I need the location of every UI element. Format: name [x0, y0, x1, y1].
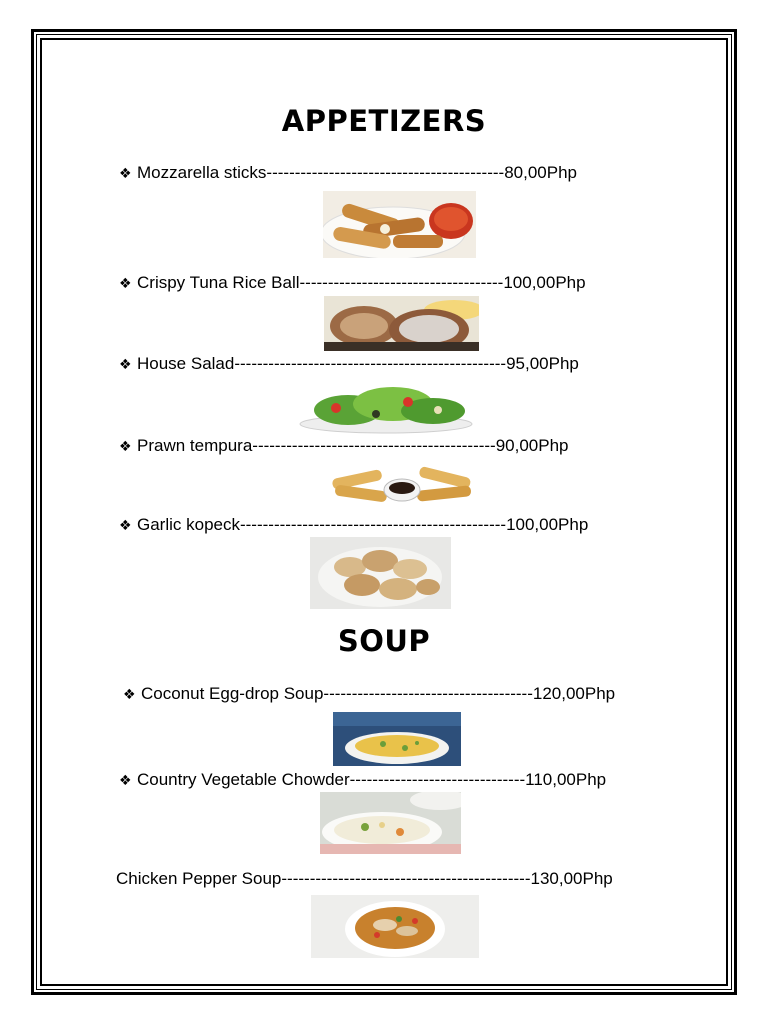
- price-leader: -------------------------------: [349, 770, 526, 789]
- item-price: 95,00Php: [506, 354, 579, 373]
- coconut-egg-drop-soup-photo: [333, 712, 461, 766]
- menu-item-mozzarella-sticks: [119, 163, 577, 183]
- item-price: 130,00Php: [530, 869, 613, 888]
- item-name: Prawn tempura: [137, 436, 253, 455]
- menu-item-house-salad: [119, 354, 579, 374]
- country-vegetable-chowder-photo: [320, 792, 461, 854]
- price-leader: -------------------------------------------: [252, 436, 496, 455]
- item-name: House Salad: [137, 354, 235, 373]
- price-leader: -----------------------------------------------: [239, 515, 507, 534]
- price-leader: ------------------------------------: [299, 273, 504, 292]
- item-price: 110,00Php: [525, 770, 607, 789]
- item-price: 80,00Php: [504, 163, 577, 182]
- price-leader: -------------------------------------: [323, 684, 533, 703]
- bullet-icon: ❖: [119, 517, 132, 533]
- item-price: 100,00Php: [503, 273, 586, 292]
- menu-item-coconut-egg-drop-soup: [123, 684, 615, 704]
- appetizers-heading: APPETIZERS: [281, 104, 487, 138]
- item-name: Coconut Egg-drop Soup: [141, 684, 324, 703]
- bullet-icon: ❖: [119, 772, 132, 788]
- item-name: Mozzarella sticks: [137, 163, 267, 182]
- bullet-icon: ❖: [123, 686, 136, 702]
- house-salad-photo: [298, 384, 474, 434]
- bullet-icon: ❖: [119, 275, 132, 291]
- menu-item-crispy-tuna-rice-ball: [119, 273, 586, 293]
- chicken-pepper-soup-photo: [311, 895, 479, 958]
- item-price: 100,00Php: [506, 515, 589, 534]
- garlic-kopeck-photo: [310, 537, 451, 609]
- item-price: 90,00Php: [495, 436, 569, 455]
- bullet-icon: ❖: [119, 438, 132, 454]
- menu-item-prawn-tempura: [119, 436, 569, 456]
- item-name: Country Vegetable Chowder: [137, 770, 350, 789]
- item-name: Crispy Tuna Rice Ball: [137, 273, 300, 292]
- menu-item-country-vegetable-chowder: [119, 770, 606, 790]
- price-leader: ------------------------------------------: [266, 163, 505, 182]
- mozzarella-sticks-photo: [323, 191, 476, 258]
- prawn-tempura-photo: [327, 462, 477, 508]
- bullet-icon: ❖: [119, 356, 132, 372]
- menu-item-garlic-kopeck: [119, 515, 588, 535]
- soup-heading: SOUP: [337, 624, 431, 658]
- price-leader: ------------------------------------------------: [234, 354, 507, 373]
- bullet-icon: ❖: [119, 165, 132, 181]
- item-name: Garlic kopeck: [137, 515, 240, 534]
- menu-item-chicken-pepper-soup: [116, 869, 613, 889]
- item-price: 120,00Php: [532, 684, 616, 703]
- crispy-tuna-rice-ball-photo: [324, 296, 479, 351]
- item-name: Chicken Pepper Soup: [116, 869, 282, 888]
- price-leader: --------------------------------------------: [281, 869, 531, 888]
